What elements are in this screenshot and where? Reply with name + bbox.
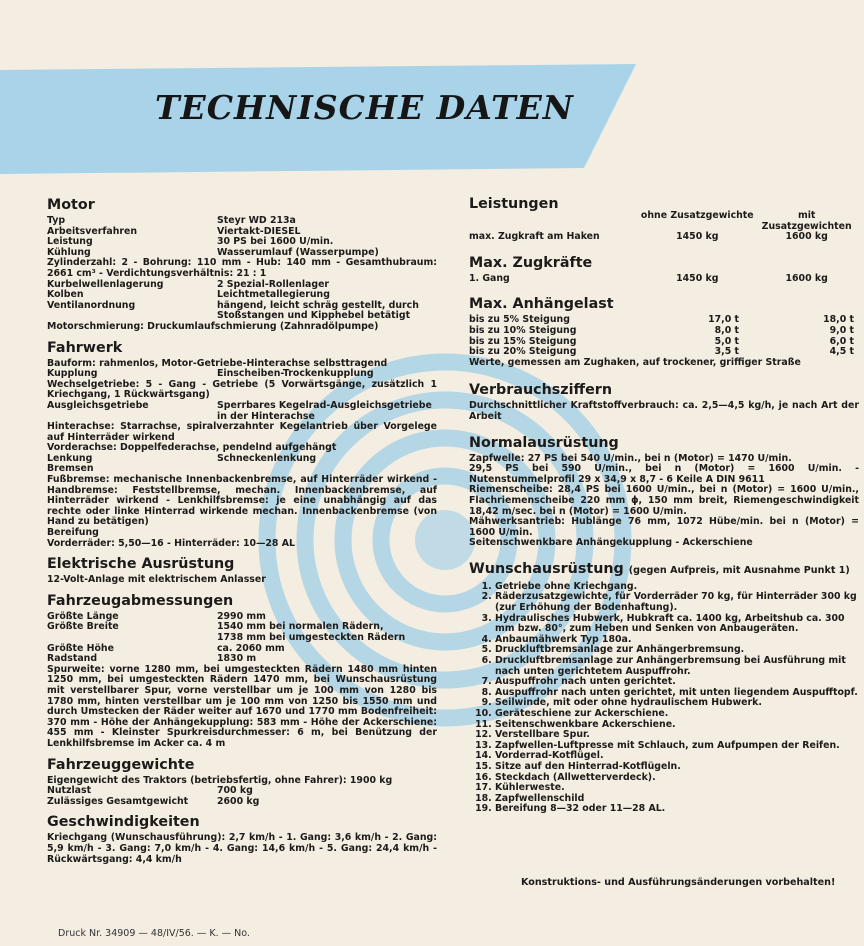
section-heading-zugkraefte: Max. Zugkräfte xyxy=(469,254,593,271)
spec-row: Typ Steyr WD 213a xyxy=(47,215,296,226)
section-heading-fahrwerk: Fahrwerk xyxy=(47,339,123,356)
lubrication-text: Motorschmierung: Druckumlaufschmierung (Zahnradölpumpe) xyxy=(47,320,379,332)
list-item: 7. Auspuffrohr nach unten gerichtet. xyxy=(495,677,859,688)
section-heading-abmessungen: Fahrzeugabmessungen xyxy=(47,592,234,609)
section-heading-leistungen: Leistungen xyxy=(469,196,559,212)
section-heading-motor: Motor xyxy=(47,197,95,213)
normal-line: Zapfwelle: 27 PS bei 540 U/min., bei n (Motor) = 1470 U/min. xyxy=(469,452,792,464)
spec-row: Kolben Leichtmetallegierung xyxy=(47,289,330,301)
zugkraefte-table xyxy=(469,274,859,285)
page-title: TECHNISCHE DATEN xyxy=(155,88,574,127)
normal-line: Riemenscheibe: 28,4 PS bei 1600 U/min., bei n (Motor) = 1600 U/min., Flachriemenscheibe 220 mm ϕ, 150 mm breit, Riemengeschwindigkeit 18,42 m/sec. bei n (Motor) = 1600 U/min. xyxy=(469,484,859,517)
section-heading-anhaengelast: Max. Anhängelast xyxy=(469,296,614,313)
list-item: 18. Zapfwellenschild xyxy=(495,794,859,805)
verbrauch-text: Durchschnittlicher Kraftstoffverbrauch: ca. 2,5—4,5 kg/h, je nach Art der Arbeit xyxy=(469,400,859,422)
list-item: 13. Zapfwellen-Luftpresse mit Schlauch, zum Aufpumpen der Reifen. xyxy=(495,741,859,752)
left-column xyxy=(47,197,437,865)
table-row: bis zu 10% Steigung 8,0 t 9,0 t xyxy=(469,324,854,336)
list-item: 5. Druckluftbremsanlage zur Anhängerbremsung. xyxy=(495,645,859,656)
list-item: 6. Druckluftbremsanlage zur Anhängerbremsung bei Ausführung mit nach unten gerichtetem Auspuffrohr. xyxy=(495,656,859,677)
anhaengelast-table xyxy=(469,315,859,357)
list-item: 3. Hydraulisches Hubwerk, Hubkraft ca. 1400 kg, Arbeitshub ca. 300 mm bzw. 80°, zum Heben und Senken von Anbaugeräten. xyxy=(495,614,859,635)
right-column xyxy=(469,196,859,815)
hinterachse-text: Hinterachse: Starrachse, spiralverzahnter Kegelantrieb über Vorgelege auf Hinterräder wirkend xyxy=(47,421,437,443)
disclaimer-note: Konstruktions- und Ausführungsänderungen vorbehalten! xyxy=(521,877,836,888)
cylinder-text: Zylinderzahl: 2 - Bohrung: 110 mm - Hub: 140 mm - Gesamthubraum: 2661 cm³ - Verdichtungsverhältnis: 21 : 1 xyxy=(47,257,437,279)
col-header-ohne: ohne Zusatzgewichte xyxy=(640,210,754,221)
list-item: 16. Steckdach (Allwetterverdeck). xyxy=(495,773,859,784)
wunsch-list xyxy=(469,582,859,815)
table-row: bis zu 15% Steigung 5,0 t 6,0 t xyxy=(469,335,854,347)
normal-line: 29,5 PS bei 590 U/min., bei n (Motor) = 1600 U/min. - Nutenstummelprofil 29 x 34,9 x 8,7 - 6 Keile A DIN 9611 xyxy=(469,463,859,485)
geschwindigkeiten-text: Kriechgang (Wunschausführung): 2,7 km/h - 1. Gang: 3,6 km/h - 2. Gang: 5,9 km/h - 3. Gang: 7,0 km/h - 4. Gang: 14,6 km/h - 5. Gang: 24,4 km/h - Rückwärtsgang: 4,4 km/h xyxy=(47,832,437,865)
spec-row: Ausgleichsgetriebe Sperrbares Kegelrad-Ausgleichsgetriebe in der Hinterachse xyxy=(47,399,432,422)
list-item: 2. Räderzusatzgewichte, für Vorderräder 70 kg, für Hinterräder 300 kg (zur Erhöhung der Bodenhaftung). xyxy=(495,592,859,613)
table-row: max. Zugkraft am Haken 1450 kg 1600 kg xyxy=(469,231,828,243)
anhaengelast-note: Werte, gemessen am Zughaken, auf trockener, griffiger Straße xyxy=(469,356,801,368)
spec-row: Kühlung Wasserumlauf (Wasserpumpe) xyxy=(47,246,379,258)
list-item: 8. Auspuffrohr nach unten gerichtet, mit unten liegendem Auspufftopf. xyxy=(495,688,859,699)
wunsch-subtitle: (gegen Aufpreis, mit Ausnahme Punkt 1) xyxy=(628,564,850,576)
list-item: 19. Bereifung 8—32 oder 11—28 AL. xyxy=(495,804,859,815)
spec-row: Größte Länge 2990 mm xyxy=(47,610,266,622)
list-item: 10. Geräteschiene zur Ackerschiene. xyxy=(495,709,859,720)
section-heading-wunschausruestung: Wunschausrüstung (gegen Aufpreis, mit Ausnahme Punkt 1) xyxy=(469,560,850,577)
spec-row: Größte Höhe ca. 2060 mm xyxy=(47,642,285,654)
print-footer: Druck Nr. 34909 — 48/IV/56. — K. — No. xyxy=(58,928,250,939)
bremsen-label: Bremsen xyxy=(47,463,94,475)
spec-row: Leistung 30 PS bei 1600 U/min. xyxy=(47,236,334,248)
spec-row: Größte Breite 1540 mm bei normalen Rädern, xyxy=(47,621,384,633)
leistungen-table xyxy=(469,211,859,243)
section-heading-normalausruestung: Normalausrüstung xyxy=(469,434,619,451)
spec-row: Ventilanordnung hängend, leicht schräg gestellt, durch Stoßstangen und Kipphebel betätigt xyxy=(47,299,419,322)
vorderachse-text: Vorderachse: Doppelfederachse, pendelnd aufgehängt xyxy=(47,442,337,454)
list-item: 11. Seitenschwenkbare Ackerschiene. xyxy=(495,720,859,731)
list-item: 15. Sitze auf den Hinterrad-Kotflügeln. xyxy=(495,762,859,773)
section-heading-geschwindigkeiten: Geschwindigkeiten xyxy=(47,814,200,831)
bremsen-text: Fußbremse: mechanische Innenbackenbremse, auf Hinterräder wirkend - Handbremse: Feststellbremse, mechan. Innenbackenbremse, auf Hinterräder wirkend - Lenkhilfsbremse: je eine unabhängig auf das rechte oder linke Hinterrad wirkende mechan. Innenbackenbremse (von Hand zu betätigen) xyxy=(47,474,437,528)
normal-line: Mähwerksantrieb: Hublänge 76 mm, 1072 Hübe/min. bei n (Motor) = 1600 U/min. xyxy=(469,516,859,538)
eigengewicht-text: Eigengewicht des Traktors (betriebsfertig, ohne Fahrer): 1900 kg xyxy=(47,774,393,786)
spurweite-text: Spurweite: vorne 1280 mm, bei umgesteckten Rädern 1480 mm hinten 1250 mm, bei umgesteckten Rädern 1470 mm, bei Wunschausrüstung mit verstellbarer Spur, vorne verstellbar um je 100 mm von 1280 bis 1780 mm, hinten verstellbar um je 100 mm von 1250 bis 1550 mm und durch Umstecken der Räder weiter auf 1670 und 1770 mm Bodenfreiheit: 370 mm - Höhe der Anhängekupplung: 583 mm - Höhe der Ackerschiene: 455 mm - Kleinster Spurkreisdurchmesser: 6 m, bei Benützung der Lenkhilfsbremse im Acker ca. 4 m xyxy=(47,663,437,749)
bereifung-text: Vorderräder: 5,50—16 - Hinterräder: 10—28 AL xyxy=(47,537,295,549)
normal-line: Seitenschwenkbare Anhängekupplung - Ackerschiene xyxy=(469,537,753,549)
bereifung-label: Bereifung xyxy=(47,527,99,539)
list-item: 17. Kühlerweste. xyxy=(495,783,859,794)
table-row: bis zu 20% Steigung 3,5 t 4,5 t xyxy=(469,346,854,358)
wechselgetriebe-text: Wechselgetriebe: 5 - Gang - Getriebe (5 Vorwärtsgänge, zusätzlich 1 Kriechgang, 1 Rückwärtsgang) xyxy=(47,378,437,401)
section-heading-gewichte: Fahrzeuggewichte xyxy=(47,756,195,773)
list-item: 12. Verstellbare Spur. xyxy=(495,730,859,741)
table-row: bis zu 5% Steigung 17,0 t 18,0 t xyxy=(469,314,854,326)
list-item: 1. Getriebe ohne Kriechgang. xyxy=(495,582,859,593)
spec-row: Kupplung Einscheiben-Trockenkupplung xyxy=(47,368,374,380)
spec-row: Kurbelwellenlagerung 2 Spezial-Rollenlager xyxy=(47,278,330,290)
spec-row: 1738 mm bei umgesteckten Rädern xyxy=(217,632,406,643)
spec-row: Lenkung Schneckenlenkung xyxy=(47,452,317,464)
spec-row: Nutzlast 700 kg xyxy=(47,785,253,797)
spec-row: Arbeitsverfahren Viertakt-DIESEL xyxy=(47,225,301,237)
list-item: 4. Anbaumähwerk Typ 180a. xyxy=(495,635,859,646)
list-item: 9. Seilwinde, mit oder ohne hydraulischem Hubwerk. xyxy=(495,698,859,709)
spec-row: Zulässiges Gesamtgewicht 2600 kg xyxy=(47,795,260,807)
elektrik-text: 12-Volt-Anlage mit elektrischem Anlasser xyxy=(47,574,266,586)
spec-row: Radstand 1830 m xyxy=(47,653,257,665)
bauform-text: Bauform: rahmenlos, Motor-Getriebe-Hinterachse selbsttragend xyxy=(47,357,388,369)
section-heading-verbrauch: Verbrauchsziffern xyxy=(469,382,613,399)
table-row: 1. Gang 1450 kg 1600 kg xyxy=(469,272,828,284)
section-heading-elektrik: Elektrische Ausrüstung xyxy=(47,556,235,573)
list-item: 14. Vorderrad-Kotflügel. xyxy=(495,751,859,762)
col-header-mit: mit Zusatzgewichten xyxy=(761,210,852,232)
